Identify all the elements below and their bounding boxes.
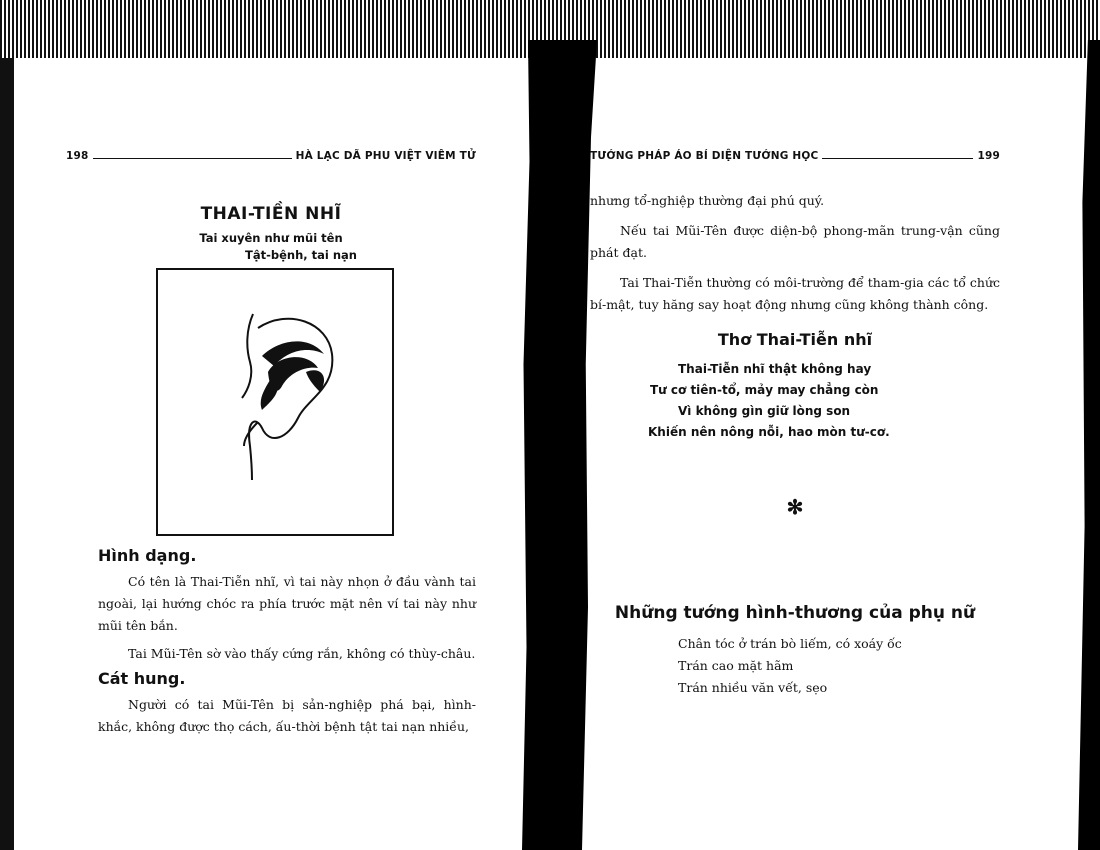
shape-paragraph-1: Có tên là Thai-Tiễn nhĩ, vì tai này nhọn ở đầu vành tai ngoài, lại hướng chóc ra phía trước mặt nên ví tai này như mũi tên bắn. — [98, 574, 476, 633]
poem-line: Thai-Tiễn nhĩ thật không hay — [678, 362, 872, 376]
shape-paragraph-2: Tai Mũi-Tên sờ vào thấy cứng rắn, không có thùy-châu. — [128, 646, 476, 661]
section-heading-fortune: Cát hung. — [98, 669, 186, 688]
figure-caption-line1: Tai xuyên như mũi tên — [199, 231, 343, 245]
right-running-head — [590, 150, 1000, 162]
poem-line: Khiến nên nông nỗi, hao mòn tư-cơ. — [648, 425, 890, 439]
left-running-head — [66, 150, 476, 162]
poem-line: Vì không gìn giữ lòng son — [678, 404, 851, 418]
ear-drawing-icon — [158, 270, 392, 534]
right-running-head-text: TƯỚNG PHÁP ÁO BÍ DIỆN TƯỚNG HỌC — [590, 150, 819, 162]
running-head-rule — [822, 158, 973, 159]
right-paragraph-1: nhưng tổ-nghiệp thường đại phú quý. — [590, 193, 825, 208]
section-heading-shape: Hình dạng. — [98, 546, 197, 565]
chapter-title: THAI-TIỀN NHĨ — [200, 204, 342, 224]
list-item: Chân tóc ở trán bò liếm, có xoáy ốc — [678, 636, 902, 651]
running-head-rule — [93, 158, 292, 159]
right-paragraph-2: Nếu tai Mũi-Tên được diện-bộ phong-mãn trung-vận cũng phát đạt. — [590, 223, 1000, 260]
list-item: Trán nhiều văn vết, sẹo — [678, 680, 828, 695]
poem — [590, 359, 1000, 443]
poem-title: Thơ Thai-Tiễn nhĩ — [717, 330, 873, 349]
scan-border-right — [1078, 40, 1100, 850]
scan-border-left — [0, 58, 14, 850]
section-title: Những tướng hình-thương của phụ nữ — [614, 603, 976, 623]
poem-line: Tư cơ tiên-tổ, mảy may chẳng còn — [650, 383, 879, 397]
right-paragraph-3: Tai Thai-Tiễn thường có môi-trường để tham-gia các tổ chức bí-mật, tuy hăng say hoạt động nhưng cũng không thành công. — [590, 275, 1000, 312]
ear-illustration — [156, 268, 394, 536]
fortune-paragraph-1: Người có tai Mũi-Tên bị sản-nghiệp phá bại, hình-khắc, không được thọ cách, ấu-thời bệnh tật tai nạn nhiều, — [98, 697, 476, 734]
left-page-number: 198 — [66, 150, 89, 162]
right-page-number: 199 — [977, 150, 1000, 162]
list-item: Trán cao mặt hãm — [678, 658, 794, 673]
feature-list — [590, 633, 1000, 699]
right-page — [590, 150, 1000, 699]
left-running-head-text: HÀ LẠC DÃ PHU VIỆT VIÊM TỬ — [295, 150, 476, 162]
figure-caption-line2: Tật-bệnh, tai nạn — [245, 248, 357, 262]
left-page — [66, 150, 476, 734]
ornament-icon: ✻ — [786, 495, 804, 519]
book-gutter-shadow — [522, 40, 597, 850]
